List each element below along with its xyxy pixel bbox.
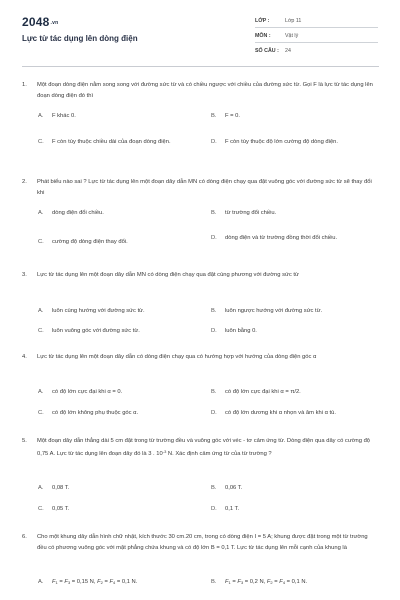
option-a[interactable] [38,578,203,588]
option-b[interactable] [211,112,376,122]
header [0,0,400,66]
option-letter: D. [211,506,217,512]
logo-suffix: .vn [50,20,59,26]
force-symbol: F [109,579,114,585]
subscript: 3 [240,580,244,585]
force-symbol: F [266,579,271,585]
option-letter: C. [38,410,44,416]
force-value: 0,1 N. [121,579,138,585]
subscript: 3 [67,580,71,585]
option-a[interactable] [38,307,203,317]
subscript: 1 [228,580,231,585]
option-a[interactable] [38,209,203,219]
option-c[interactable] [38,238,203,248]
force-value: 0,15 N [76,579,94,585]
subscript: 2 [100,580,103,585]
question-number: 5. [22,438,27,444]
option-text: dòng điện đổi chiều. [52,210,104,216]
question-number: 6. [22,534,27,540]
meta-count [255,48,385,54]
option-text: 0,05 T. [52,506,70,512]
option-letter: C. [38,239,44,245]
option-letter: D. [211,328,217,334]
option-letter: B. [211,485,217,491]
page-title: Lực từ tác dụng lên dòng điện [22,34,138,43]
option-c[interactable] [38,505,203,515]
option-text: luôn bằng 0. [225,328,257,334]
question-text: Lực từ tác dụng lên một đoạn dây dẫn có dòng điện chạy qua có hướng hợp với hướng của dòng điện góc α [37,354,317,360]
option-text: 0,06 T. [225,485,243,491]
subscript: 4 [282,580,286,585]
option-letter: B. [211,308,217,314]
option-text: dòng điện và từ trường đồng thời đổi chiều. [225,235,338,241]
force-symbol: F [279,579,283,585]
option-c[interactable] [38,138,203,148]
question-number: 3. [22,272,27,278]
option-d[interactable] [211,138,376,148]
option-b[interactable] [211,484,376,494]
option-text: F còn tùy thuộc chiều dài của đoạn dòng điện. [52,139,171,145]
option-text: 0,08 T. [52,485,70,491]
option-b[interactable] [211,307,376,317]
force-symbol: F [237,579,241,585]
option-a[interactable] [38,388,203,398]
question-number: 1. [22,82,27,88]
option-d[interactable] [211,234,376,244]
meta-subject-value: Vật lý [285,33,299,39]
option-text: $F_1 = F_3 = 0,2$ N, $F_2 = F_4 = 0,1$ N. [225,579,308,585]
question-1 [22,80,377,101]
option-letter: B. [211,579,217,585]
option-letter: D. [211,235,217,241]
force-symbol: F [52,579,56,585]
option-c[interactable] [38,409,203,419]
option-letter: A. [38,113,44,119]
option-letter: B. [211,389,217,395]
question-text: Cho một khung dây dẫn hình chữ nhật, kích thước 30 cm.20 cm, trong có dòng điện I = 5 A; khung được đặt trong một từ trường đều có phương vuông góc với mặt phẳng chứa khung và có độ lớn B = 0,1 T. Lực từ tác dụng lên mỗi cạnh của khung là [37,534,368,551]
option-a[interactable] [38,112,203,122]
option-text: luôn ngược hướng với đường sức từ. [225,308,323,314]
option-letter: A. [38,389,44,395]
option-a[interactable] [38,484,203,494]
option-letter: D. [211,139,217,145]
option-letter: B. [211,210,217,216]
option-text: luôn vuông góc với đường sức từ. [52,328,140,334]
option-text: từ trường đổi chiều. [225,210,277,216]
meta-class [255,18,385,24]
subscript: 4 [113,580,116,585]
question-text [37,436,377,459]
option-letter: A. [38,210,44,216]
question-2 [22,177,377,198]
option-text: luôn cùng hướng với đường sức từ. [52,308,145,314]
subscript: 2 [270,580,273,585]
question-text: Lực từ tác dụng lên một đoạn dây dẫn MN có dòng điện chạy qua đặt cùng phương với đường sức từ [37,272,299,278]
force-value: 0,1 N. [291,579,308,585]
question-text: Một đoạn dòng điện nằm song song với đường sức từ và có chiều ngược với chiều của đường sức từ. Gọi F là lực từ tác dụng lên đoạn dòng điện đó thì [37,82,373,99]
option-b[interactable] [211,209,376,219]
option-letter: C. [38,506,44,512]
option-text: có độ lớn cực đại khi α = 0. [52,389,123,395]
question-text-part: Một đoạn dây dẫn thẳng dài 5 cm đặt trong từ trường đều và vuông góc với véc - tơ cảm ứng từ. Dòng điện qua dây có cường độ 0,75 A. Lực từ tác dụng lên đoạn dây đó là 3 . 10 [37,438,371,457]
site-logo[interactable] [22,15,58,29]
question-4 [22,352,377,363]
header-divider [22,66,379,67]
exponent: -3 [162,448,167,454]
option-letter: A. [38,485,44,491]
force-symbol: F [97,579,101,585]
question-5 [22,436,377,459]
force-value: 0,2 N [249,579,264,585]
option-letter: A. [38,308,44,314]
meta-class-value: Lớp 11 [285,18,302,24]
question-text: Phát biểu nào sai ? Lực từ tác dụng lên một đoạn dây dẫn MN có dòng điện chạy qua đặt vuông góc với đường sức từ sẽ thay đổi khi [37,179,372,196]
option-text: F khác 0. [52,113,76,119]
subscript: 1 [55,580,58,585]
meta-count-value: 24 [285,48,291,54]
force-symbol: F [225,579,229,585]
meta-class-label: LỚP : [255,18,270,24]
meta-count-label: SỐ CÂU : [255,48,279,54]
option-letter: C. [38,328,44,334]
option-letter: C. [38,139,44,145]
option-d[interactable] [211,409,376,419]
question-6 [22,532,377,553]
option-c[interactable] [38,327,203,337]
option-text: có độ lớn dương khi α nhọn và âm khi α tù. [225,410,336,416]
option-letter: A. [38,579,44,585]
option-d[interactable] [211,327,376,337]
option-text: cường độ dòng điện thay đổi. [52,239,128,245]
option-d[interactable] [211,505,376,515]
option-text: $F_1 = F_3 = 0,15$ N, $F_2 = F_4 = 0,1$ N. [52,579,138,585]
question-number: 4. [22,354,27,360]
option-b[interactable] [211,578,376,588]
option-text: F = 0. [225,113,240,119]
option-b[interactable] [211,388,376,398]
meta-subject-label: MÔN : [255,33,271,39]
question-3 [22,270,377,281]
option-letter: D. [211,410,217,416]
option-text: có độ lớn không phụ thuộc góc α. [52,410,139,416]
option-letter: B. [211,113,217,119]
question-text-part: N. Xác định cảm ứng từ của từ trường ? [166,450,272,457]
option-text: 0,1 T. [225,506,240,512]
meta-separator [255,27,378,28]
meta-subject [255,33,385,39]
force-symbol: F [64,579,68,585]
meta-separator [255,42,378,43]
logo-text: 2048 [22,15,50,29]
option-text: có độ lớn cực đại khi α = π/2. [225,389,301,395]
question-number: 2. [22,179,27,185]
option-text: F còn tùy thuộc độ lớn cường độ dòng điện. [225,139,338,145]
